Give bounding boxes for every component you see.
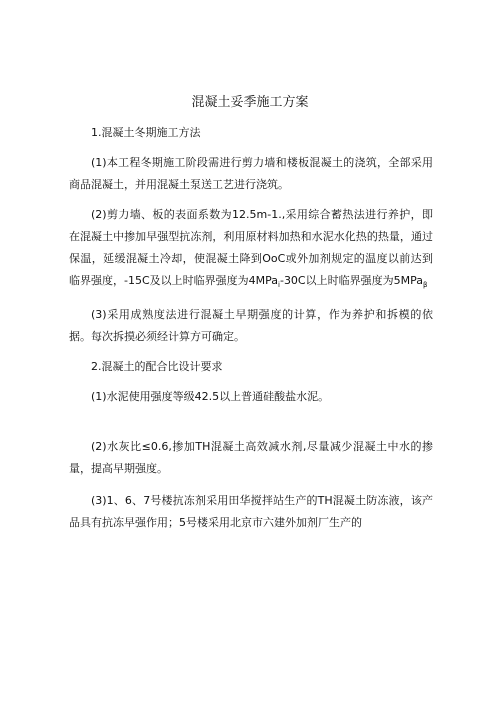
paragraph-5: (2)水灰比≤0.6,掺加TH混凝土高效减水剂,尽量减少混凝土中水的掺量，提高早期强度。 — [69, 440, 433, 476]
paragraph-2-sub2: β — [422, 281, 428, 290]
document-title: 混凝土妥季施工方案 — [191, 95, 309, 110]
paragraph-6: (3)1、6、7号楼抗冻剂采用田华搅拌站生产的TH混凝土防冻液，该产品具有抗冻早强作用；5号楼采用北京市六建外加剂厂生产的 — [69, 494, 433, 530]
paragraph-4: (1)水泥使用强度等级42.5以上普通硅酸盐水泥。 — [91, 390, 330, 404]
paragraph-2-mid: -30C以上时临界强度为5MPa — [279, 274, 423, 287]
paragraph-2 — [69, 204, 433, 296]
section-heading-1: 1.混凝土冬期施工方法 — [91, 126, 201, 139]
paragraph-2-sub1: i — [278, 281, 280, 290]
section-heading-2: 2.混凝土的配合比设计要求 — [91, 360, 223, 374]
paragraph-3: (3)采用成熟度法进行混凝土早期强度的计算，作为养护和拆模的依据。每次拆摸必须经计算方可确定。 — [69, 308, 433, 344]
document-body — [69, 122, 433, 534]
paragraph-2-text: (2)剪力墙、板的表面系数为12.5m-1.,采用综合蓄热法进行养护，即在混凝土中掺加早强型抗冻剂，利用原材料加热和水泥水化热的热量，通过保温，延缓混凝土冷却，使混凝土降到OoC或外加剂规定的温度以前达到临界强度，-15C及以上时临界强度为4MPa — [69, 208, 433, 287]
paragraph-1: (1)本工程冬期施工阶段需进行剪力墙和楼板混凝土的浇筑，全部采用商品混凝土，并用混凝土泵送工艺进行浇筑。 — [69, 156, 433, 191]
